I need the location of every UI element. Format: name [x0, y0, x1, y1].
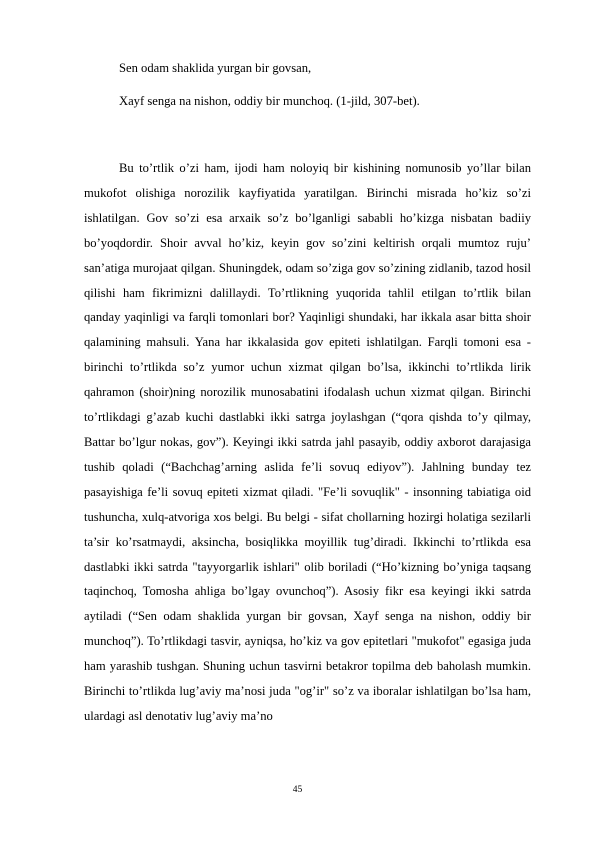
page-number: 45	[292, 785, 303, 795]
verse-line-1: Sen odam shaklida yurgan bir govsan,	[119, 61, 312, 75]
body-paragraph: Bu to’rtlik o’zi ham, ijodi ham noloyiq bir kishining nomunosib yo’llar bilan mukofot olishiga norozilik kayfiyatida yaratilgan. Birinchi misrada ho’kiz so’zi ishlatilgan. Gov so’zi esa arxaik so’z bo’lganligi sababli ho’kizga nisbatan badiiy bo’yoqdordir. Shoir avval ho’kiz, keyin gov so’zini keltirish orqali mumtoz ruju’ san’atiga murojaat qilgan. Shuningdek, odam so’ziga gov so’zining zidlanib, tazod hosil qilishi ham fikrimizni dalillaydi. To’rtlikning yuqorida tahlil etilgan to’rtlik bilan qanday yaqinligi va farqli tomonlari bor? Yaqinligi shundaki, har ikkala asar bitta shoir qalamining mahsuli. Yana har ikkalasida gov epiteti ishlatilgan. Farqli tomoni esa - birinchi to’rtlikda so’z yumor uchun xizmat qilgan bo’lsa, ikkinchi to’rtlikda lirik qahramon (shoir)ning norozilik munosabatini ifodalash uchun xizmat qilgan. Birinchi to’rtlikdagi g’azab kuchi dastlabki ikki satrga joylashgan (“qora qishda to’y qilmay, Battar bo’lgur nokas, gov”). Keyingi ikki satrda jahl pasayib, oddiy axborot darajasiga tushib qoladi (“Bachchag’arning aslida fe’li sovuq ediyov”). Jahlning bunday tez pasayishiga fe’li sovuq epiteti xizmat qiladi. "Fe’li sovuqlik" - insonning tabiatiga oid tushuncha, xulq-atvoriga xos belgi. Bu belgi - sifat chollarning hozirgi holatiga sezilarli ta’sir ko’rsatmaydi, aksincha, bosiqlikka moyillik tug’diradi. Ikkinchi to’rtlikda esa dastlabki ikki satrda "tayyorgarlik ishlari" olib boriladi (“Ho’kizning bo’yniga taqsang taqinchoq, Tomosha ahliga bo’lgay ovunchoq”). Asosiy fikr esa keyingi ikki satrda aytiladi (“Sen odam shaklida yurgan bir govsan, Xayf senga na nishon, oddiy bir munchoq”). To’rtlikdagi tasvir, ayniqsa, ho’kiz va gov epitetlari "mukofot" egasiga juda ham yarashib tushgan. Shuning uchun tasvirni betakror topilma deb baholash mumkin. Birinchi to’rtlikda lug’aviy ma’nosi juda "og’ir" so’z va iboralar ishlatilgan bo’lsa ham, ulardagi asl denotativ lug’aviy ma’no	[84, 161, 531, 723]
verse-line-2: Xayf senga na nishon, oddiy bir munchoq. (1-jild, 307-bet).	[119, 94, 420, 108]
